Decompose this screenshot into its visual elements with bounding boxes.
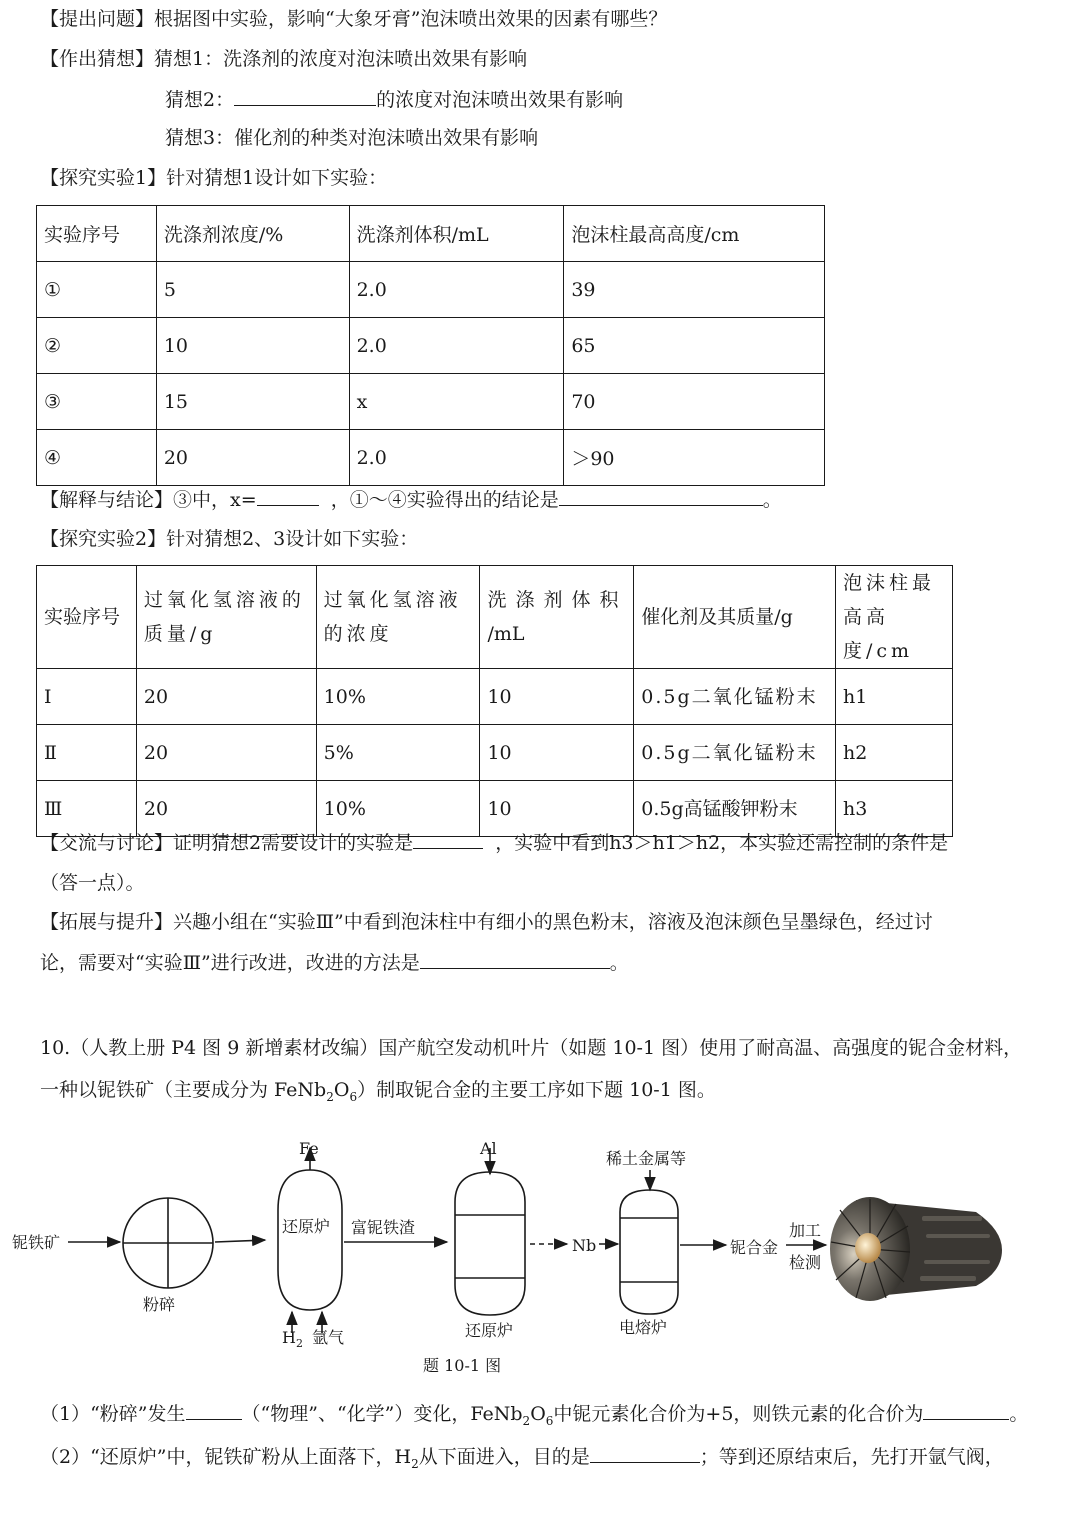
table-cell: 2.0 [349, 430, 564, 486]
melting-furnace-label: 电熔炉 [619, 1318, 668, 1337]
guess-2-label: 猜想2： [165, 89, 235, 111]
subscript: 6 [545, 1413, 554, 1428]
answer-blank[interactable] [413, 830, 483, 849]
table-header-cell [480, 566, 634, 669]
table-cell: 20 [156, 430, 349, 486]
table-row [37, 430, 825, 486]
table-cell: 10 [480, 725, 634, 781]
table-cell: h2 [836, 725, 953, 781]
part-2-text: （2）“还原炉”中，铌铁矿粉从上面落下，H [40, 1446, 412, 1468]
extension-line-1: 【拓展与提升】兴趣小组在“实验Ⅲ”中看到泡沫柱中有细小的黑色粉末，溶液及泡沫颜色呈墨绿色，经过讨 [40, 911, 933, 933]
table-cell: 20 [136, 781, 316, 837]
header-line: 高高度/cm [843, 606, 914, 662]
table-row [37, 725, 953, 781]
table-cell: 2.0 [349, 318, 564, 374]
table-header-cell: 实验序号 [37, 566, 137, 669]
q10-text: ）制取铌合金的主要工序如下题 10-1 图。 [357, 1079, 716, 1101]
answer-blank[interactable] [590, 1444, 700, 1463]
part-2-text: ；等到还原结束后，先打开氩气阀， [699, 1446, 1004, 1468]
answer-blank[interactable] [923, 1401, 1009, 1420]
process-flow-diagram [0, 1130, 830, 1390]
header-line: 泡沫柱最 [843, 572, 936, 594]
table-cell: 15 [156, 374, 349, 430]
aero-engine-image [826, 1190, 1004, 1306]
part-2-text: 从下面进入，目的是 [418, 1446, 590, 1468]
h2-label [282, 1328, 303, 1350]
table-header-cell [316, 566, 480, 669]
table-cell: 10 [480, 669, 634, 725]
argon-label: 氩气 [312, 1328, 345, 1347]
table-cell: 10 [156, 318, 349, 374]
discussion-text: ，实验中看到h3＞h1＞h2，本实验还需控制的条件是 [495, 832, 949, 854]
table-row [37, 262, 825, 318]
table-cell: 70 [564, 374, 825, 430]
table-cell: 5 [156, 262, 349, 318]
ore-label: 铌铁矿 [12, 1233, 61, 1252]
table-header-cell: 洗涤剂体积/mL [349, 206, 564, 262]
table-header-row [37, 206, 825, 262]
explain-text: ，①～④实验得出的结论是 [330, 489, 559, 511]
table-cell: Ⅲ [37, 781, 137, 837]
alloy-label: 铌合金 [730, 1238, 779, 1257]
answer-blank[interactable] [559, 487, 763, 506]
reduction-furnace-1 [278, 1170, 342, 1310]
diagram-caption: 题 10-1 图 [423, 1356, 502, 1375]
header-line: 过氧化氢溶液的 [143, 589, 305, 611]
spinner-cone [855, 1233, 881, 1263]
discussion [40, 830, 948, 855]
header-line: 过氧化氢溶液 [323, 589, 462, 611]
table-row [37, 318, 825, 374]
part-1 [40, 1401, 1028, 1433]
subscript: 2 [411, 1456, 419, 1471]
guess-2-text: 的浓度对泡沫喷出效果有影响 [376, 89, 624, 111]
table-cell: 20 [136, 725, 316, 781]
answer-blank[interactable] [257, 487, 319, 506]
table-header-cell [136, 566, 316, 669]
experiment-1-intro: 【探究实验1】针对猜想1设计如下实验： [40, 167, 388, 189]
furnace-2-label: 还原炉 [465, 1321, 514, 1340]
guess-2 [165, 87, 623, 112]
header-line: 的浓度 [323, 623, 393, 645]
furnace-1-label: 还原炉 [282, 1217, 331, 1236]
guess-3: 猜想3：催化剂的种类对泡沫喷出效果有影响 [165, 127, 539, 149]
al-label: Al [480, 1139, 497, 1158]
slag-label: 富铌铁渣 [351, 1218, 416, 1237]
table-header-cell: 实验序号 [37, 206, 157, 262]
subscript: 6 [349, 1089, 358, 1104]
explain-conclusion [40, 487, 782, 512]
table-header-cell [836, 566, 953, 669]
part-1-text: （1）“粉碎”发生 [40, 1403, 186, 1425]
q10-text: O [333, 1079, 350, 1101]
table-cell: ② [37, 318, 157, 374]
detect-label: 检测 [789, 1253, 822, 1272]
table-cell: 5% [316, 725, 480, 781]
table-cell: 39 [564, 262, 825, 318]
question-10-line-1: 10.（人教上册 P4 图 9 新增素材改编）国产航空发动机叶片（如题 10-1 图）使用了耐高温、高强度的铌合金材料， [40, 1037, 1023, 1059]
table-cell: 10 [480, 781, 634, 837]
discussion-continued: （答一点）。 [40, 872, 145, 894]
table-cell: x [349, 374, 564, 430]
table-header-row [37, 566, 953, 669]
table-cell: h1 [836, 669, 953, 725]
table-header-cell: 洗涤剂浓度/% [156, 206, 349, 262]
fe-label: Fe [299, 1139, 319, 1158]
part-1-text: 中铌元素化合价为+5，则铁元素的化合价为 [553, 1403, 924, 1425]
table-cell: ＞90 [564, 430, 825, 486]
answer-blank[interactable] [186, 1401, 242, 1420]
h2-subscript: 2 [295, 1337, 303, 1350]
nb-label: Nb [572, 1236, 597, 1255]
experiment-1-table [36, 205, 825, 486]
explain-end: 。 [762, 489, 782, 511]
table-header-cell: 泡沫柱最高高度/cm [564, 206, 825, 262]
table-cell: ③ [37, 374, 157, 430]
electric-melting-furnace [620, 1190, 678, 1314]
discussion-label: 【交流与讨论】证明猜想2需要设计的实验是 [40, 832, 414, 854]
header-line: /mL [487, 623, 525, 645]
h2-text: H [282, 1328, 296, 1347]
table-cell: ④ [37, 430, 157, 486]
experiment-2-table [36, 565, 953, 837]
part-1-text: O [530, 1403, 546, 1425]
subscript: 2 [522, 1413, 531, 1428]
question-raise: 【提出问题】根据图中实验，影响“大象牙膏”泡沫喷出效果的因素有哪些？ [40, 8, 668, 30]
table-header-cell: 催化剂及其质量/g [634, 566, 836, 669]
reduction-furnace-2 [455, 1172, 525, 1315]
explain-label: 【解释与结论】③中，x= [40, 489, 257, 511]
table-cell: Ⅰ [37, 669, 137, 725]
table-cell: 10% [316, 669, 480, 725]
process-label: 加工 [789, 1221, 822, 1240]
extension-line-2 [40, 950, 629, 975]
part-1-end: 。 [1009, 1403, 1029, 1425]
table-cell: 0.5g二氧化锰粉末 [634, 669, 836, 725]
table-cell: 20 [136, 669, 316, 725]
header-line: 洗涤剂体积 [487, 589, 628, 611]
extension-end: 。 [609, 952, 629, 974]
subscript: 2 [326, 1089, 334, 1104]
q10-text: 一种以铌铁矿（主要成分为 FeNb [40, 1079, 327, 1101]
part-2 [40, 1444, 1004, 1476]
table-cell: 65 [564, 318, 825, 374]
table-row [37, 669, 953, 725]
table-cell: 2.0 [349, 262, 564, 318]
table-row [37, 374, 825, 430]
header-line: 质量/g [143, 623, 217, 645]
rare-earth-label: 稀土金属等 [606, 1149, 687, 1168]
experiment-2-intro: 【探究实验2】针对猜想2、3设计如下实验： [40, 528, 419, 550]
question-10-line-2 [40, 1078, 716, 1109]
table-cell: 0.5g高锰酸钾粉末 [634, 781, 836, 837]
table-cell: ① [37, 262, 157, 318]
answer-blank[interactable] [234, 87, 376, 106]
table-cell: h3 [836, 781, 953, 837]
extension-text: 论，需要对“实验Ⅲ”进行改进，改进的方法是 [40, 952, 420, 974]
table-cell: 0.5g二氧化锰粉末 [634, 725, 836, 781]
table-row [37, 781, 953, 837]
part-1-text: （“物理”、“化学”）变化，FeNb [241, 1403, 523, 1425]
answer-blank[interactable] [420, 950, 610, 969]
table-cell: Ⅱ [37, 725, 137, 781]
table-cell: 10% [316, 781, 480, 837]
flow-arrow [215, 1240, 265, 1242]
guess-1: 【作出猜想】猜想1：洗涤剂的浓度对泡沫喷出效果有影响 [40, 48, 528, 70]
crush-label: 粉碎 [143, 1295, 176, 1314]
